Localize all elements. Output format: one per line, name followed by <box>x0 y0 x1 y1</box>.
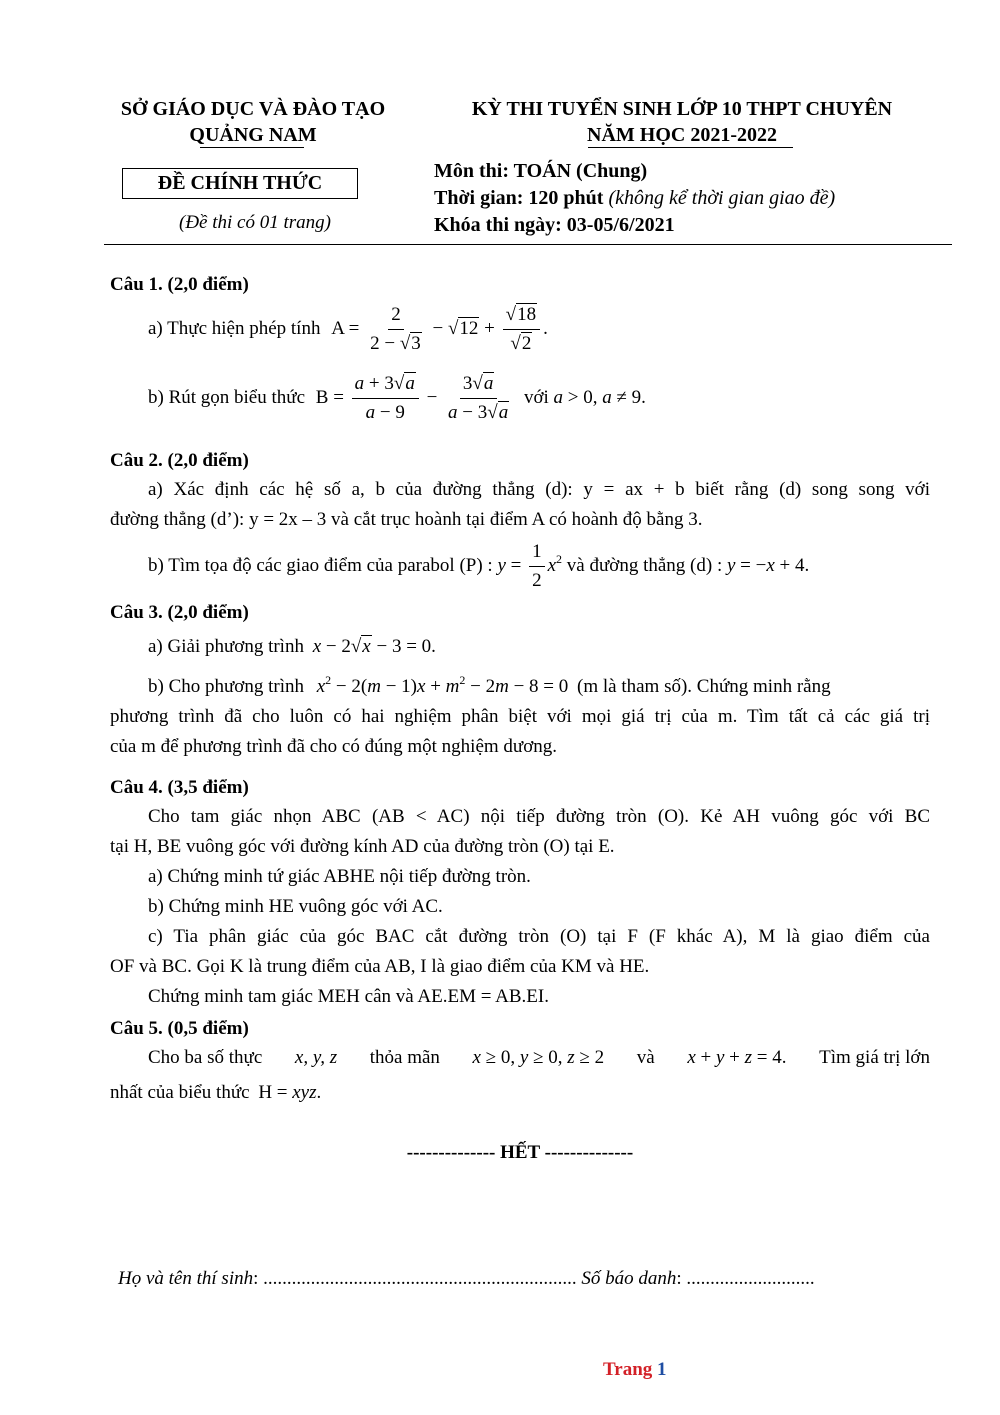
candidate-name-dots: : .................................................................. <box>253 1268 577 1289</box>
q2b-line <box>148 540 809 593</box>
q3a-text: a) Giải phương trình <box>148 636 304 657</box>
q2-title: Câu 2. (2,0 điểm) <box>110 450 249 471</box>
page-number: 1 <box>657 1359 667 1380</box>
q4c-line2: OF và BC. Gọi K là trung điểm của AB, I là giao điểm của KM và HE. <box>110 956 650 977</box>
department-name: SỞ GIÁO DỤC VÀ ĐÀO TẠO <box>120 98 386 120</box>
q3a-line <box>148 636 436 658</box>
line-formula: (d) : y = −x + 4. <box>690 554 810 576</box>
q1a-text: a) Thực hiện phép tính <box>148 317 321 339</box>
q4c-line1: c) Tia phân giác của góc BAC cắt đường tròn (O) tại F (F khác A), M là giao điểm của <box>148 926 930 947</box>
q5-expression: H = xyz. <box>258 1082 322 1103</box>
q5-line2 <box>110 1082 321 1104</box>
q1b-condition: a > 0, a ≠ 9. <box>553 386 646 408</box>
candidate-name-label: Họ và tên thí sinh <box>118 1268 254 1289</box>
q1-title: Câu 1. (2,0 điểm) <box>110 274 249 295</box>
school-year: NĂM HỌC 2021-2022 <box>587 124 777 146</box>
q5-text-and: và <box>636 1047 655 1068</box>
q5-title: Câu 5. (0,5 điểm) <box>110 1018 249 1039</box>
candidate-id-label: Số báo danh <box>581 1268 677 1289</box>
q1b-line <box>148 372 646 425</box>
q1a-line <box>148 303 548 356</box>
parabol-formula: (P) : y = $\frac{1}{2}$ $x^2$ <box>459 541 563 591</box>
q4-line2: tại H, BE vuông góc với đường kính AD của đường tròn (O) tại E. <box>110 836 615 857</box>
q2a-line2: đường thẳng (d’): y = 2x – 3 và cắt trục hoành tại điểm A có hoành độ bằng 3. <box>110 509 703 530</box>
q4-line1: Cho tam giác nhọn ABC (AB < AC) nội tiếp đường tròn (O). Kẻ AH vuông góc với BC <box>148 806 930 827</box>
end-mark: -------------- HẾT -------------- <box>406 1142 634 1163</box>
province-name: QUẢNG NAM <box>189 124 317 146</box>
q2b-mid: và đường thẳng <box>566 554 686 576</box>
exam-header <box>422 96 942 148</box>
school-year-underline <box>588 147 793 148</box>
q5-text-start: Cho ba số thực <box>148 1047 263 1068</box>
q5-sum: x + y + z = 4. <box>687 1047 787 1068</box>
candidate-info <box>118 1268 815 1290</box>
candidate-id-dots: : ........................... <box>676 1268 815 1289</box>
fraction: $\frac{2}{2 - √3}$ <box>370 304 421 354</box>
province-underline <box>200 147 304 148</box>
fraction: $\frac{3√a}{a - 3√a}$ <box>448 373 509 423</box>
q3b-tail: (m là tham số). Chứng minh rằng <box>577 676 831 697</box>
q1b-formula: B = $\frac{a + 3√a}{a - 9}$ − $\frac{3√a}{a - 3√a}$ <box>316 387 520 408</box>
q5-variables: x, y, z <box>294 1047 338 1068</box>
fraction: $\frac{1}{2}$ <box>529 540 545 593</box>
fraction: $\frac{a + 3√a}{a - 9}$ <box>352 372 419 425</box>
q3b-line1 <box>148 673 831 698</box>
exam-date: Khóa thi ngày: 03-05/6/2021 <box>434 214 675 236</box>
header-divider <box>104 244 952 245</box>
q4-title: Câu 4. (3,5 điểm) <box>110 777 249 798</box>
fraction: $\frac{√18}{√2}$ <box>503 303 540 356</box>
q1a-formula: A = $\frac{2}{2 - √3}$ − √12 + $\frac{√18}{√2}$ . <box>331 304 548 354</box>
q5-conditions: x ≥ 0, y ≥ 0, z ≥ 2 <box>472 1047 605 1068</box>
q4a: a) Chứng minh tứ giác ABHE nội tiếp đường tròn. <box>148 866 531 887</box>
q1b-condition-word: với <box>523 386 549 408</box>
time-label: Thời gian: 120 phút <box>434 187 604 209</box>
exam-title: KỲ THI TUYỂN SINH LỚP 10 THPT CHUYÊN <box>471 98 893 120</box>
q5-line2-text: nhất của biểu thức <box>110 1082 250 1103</box>
page-footer <box>603 1359 667 1381</box>
q3-title: Câu 3. (2,0 điểm) <box>110 602 249 623</box>
q3a-formula: x − 2√x − 3 = 0. <box>312 636 436 657</box>
q4b: b) Chứng minh HE vuông góc với AC. <box>148 896 443 917</box>
q3b-text: b) Cho phương trình <box>148 676 304 697</box>
q4c-line3: Chứng minh tam giác MEH cân và AE.EM = AB.EI. <box>148 986 549 1007</box>
department-header <box>88 96 418 148</box>
official-exam-box: ĐỀ CHÍNH THỨC <box>122 168 358 199</box>
q3b-formula: $x^2 - 2(m - 1)x + m^2 - 2m - 8 = 0$ <box>316 673 569 697</box>
q5-line1 <box>148 1047 930 1069</box>
time-note: (không kể thời gian giao đề) <box>608 187 836 209</box>
q2a-line1: a) Xác định các hệ số a, b của đường thẳng (d): y = ax + b biết rằng (d) song song với <box>148 479 930 500</box>
q3b-line2: phương trình đã cho luôn có hai nghiệm phân biệt với mọi giá trị của m. Tìm tất cả các giá trị <box>110 706 930 727</box>
q3b-line3: của m để phương trình đã cho có đúng một nghiệm dương. <box>110 736 558 757</box>
q2b-text: b) Tìm tọa độ các giao điểm của parabol <box>148 554 455 576</box>
time-info <box>434 187 835 210</box>
page-word: Trang <box>603 1359 653 1380</box>
subject-label: Môn thi: TOÁN (Chung) <box>434 160 648 182</box>
q5-text-end: Tìm giá trị lớn <box>819 1047 930 1068</box>
q5-text-mid: thỏa mãn <box>369 1047 440 1068</box>
q1b-text: b) Rút gọn biểu thức <box>148 386 306 408</box>
pages-note: (Đề thi có 01 trang) <box>179 212 331 233</box>
